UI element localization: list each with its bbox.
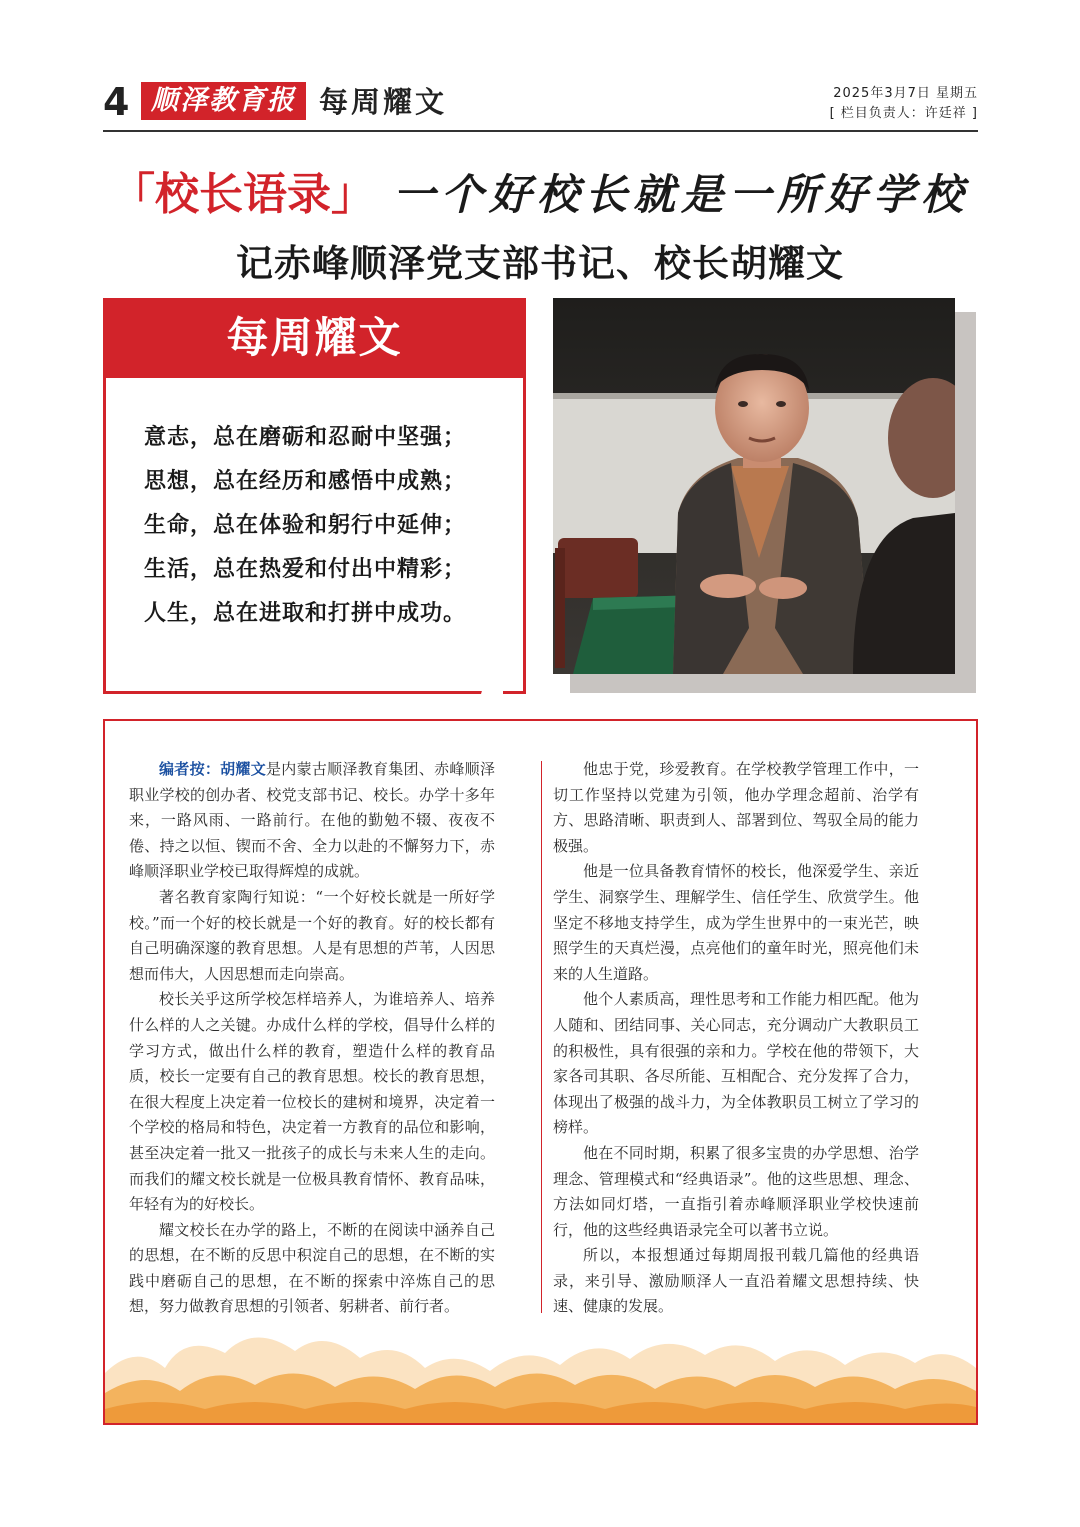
editor-note-label: 编者按： bbox=[159, 760, 221, 778]
quote-box bbox=[103, 298, 526, 694]
column-divider bbox=[541, 761, 542, 1313]
quote-line: 生活，总在热爱和付出中精彩； bbox=[144, 556, 467, 582]
portrait-photo bbox=[553, 298, 955, 674]
article-paragraph: 所以，本报想通过每期周报刊载几篇他的经典语录，来引导、激励顺泽人一直沿着耀文思想持续、快速、健康的发展。 bbox=[553, 1246, 919, 1316]
article-paragraph: 校长关乎这所学校怎样培养人，为谁培养人、培养什么样的人之关键。办成什么样的学校，倡导什么样的学习方式，做出什么样的教育，塑造什么样的教育品质，校长一定要有自己的教育思想。校长的教育思想，在很大程度上决定着一位校长的建树和境界，决定着一个学校的格局和特色，决定着一方教育的品位和影响，甚至决定着一批又一批孩子的成长与未来人生的走向。而我们的耀文校长就是一位极具教育情怀、教育品味，年轻有为的好校长。 bbox=[129, 990, 495, 1214]
headline-column-tag: 「校长语录」 bbox=[110, 169, 375, 220]
subheadline: 记赤峰顺泽党支部书记、校长胡耀文 bbox=[236, 242, 844, 285]
article-paragraph: 著名教育家陶行知说：“一个好校长就是一所好学校。”而一个好的校长就是一个好的教育。好的校长都有自己明确深邃的教育思想。人是有思想的芦苇，人因思想而伟大，人因思想而走向崇高。 bbox=[129, 887, 495, 983]
article-paragraph: 他在不同时期，积累了很多宝贵的办学思想、治学理念、管理模式和“经典语录”。他的这些思想、理念、方法如同灯塔，一直指引着赤峰顺泽职业学校快速前行，他的这些经典语录完全可以著书立说。 bbox=[553, 1143, 919, 1239]
quote-line: 生命，总在体验和躬行中延伸； bbox=[144, 512, 467, 538]
editor-note-name: 胡耀文 bbox=[220, 760, 266, 778]
headline-title: 一个好校长就是一所好学校 bbox=[392, 170, 969, 219]
quote-line: 意志，总在磨砺和忍耐中坚强； bbox=[144, 424, 467, 450]
article-paragraph bbox=[129, 757, 495, 885]
article-paragraph: 耀文校长在办学的路上，不断的在阅读中涵养自己的思想，在不断的反思中积淀自己的思想，在不断的实践中磨砺自己的思想，在不断的探索中淬炼自己的思想，努力做教育思想的引领者、躬耕者、前行者。 bbox=[129, 1220, 495, 1316]
headline bbox=[0, 158, 1080, 222]
article-paragraph: 他是一位具备教育情怀的校长，他深爱学生、亲近学生、洞察学生、理解学生、信任学生、欣赏学生。他坚定不移地支持学生，成为学生世界中的一束光芒，映照学生的天真烂漫，点亮他们的童年时光，照亮他们未来的人生道路。 bbox=[553, 862, 919, 983]
article-box bbox=[103, 719, 978, 1425]
auspicious-cloud-decoration bbox=[105, 1313, 976, 1423]
article-column-left bbox=[129, 757, 495, 1320]
quote-banner bbox=[103, 298, 526, 378]
masthead bbox=[103, 78, 978, 132]
speech-bubble-tail bbox=[481, 622, 503, 694]
section-name: 每周耀文 bbox=[319, 85, 448, 119]
quote-line: 人生，总在进取和打拼中成功。 bbox=[144, 600, 467, 626]
page-number: 4 bbox=[103, 80, 130, 124]
article-paragraph: 他个人素质高，理性思考和工作能力相匹配。他为人随和、团结同事、关心同志，充分调动广大教职员工的积极性，具有很强的亲和力。学校在他的带领下，大家各司其职、各尽所能、互相配合、充分发挥了合力，体现出了极强的战斗力，为全体教职员工树立了学习的榜样。 bbox=[553, 990, 919, 1137]
photo-illustration bbox=[553, 298, 955, 674]
article-column-right bbox=[553, 757, 919, 1320]
column-editor: [ 栏目负责人：许廷祥 ] bbox=[829, 106, 978, 121]
quote-lines bbox=[144, 415, 466, 635]
paper-name-logo: 顺泽教育报 bbox=[141, 82, 306, 120]
quote-banner-title: 每周耀文 bbox=[226, 313, 403, 362]
issue-date: 2025年3月7日 星期五 bbox=[833, 86, 978, 101]
article-paragraph-text: 是内蒙古顺泽教育集团、赤峰顺泽职业学校的创办者、校党支部书记、校长。办学十多年来，一路风雨、一路前行。在他的勤勉不辍、夜夜不倦、持之以恒、锲而不舍、全力以赴的不懈努力下，赤峰顺泽职业学校已取得辉煌的成就。 bbox=[129, 760, 495, 881]
quote-line: 思想，总在经历和感悟中成熟； bbox=[144, 468, 467, 494]
article-paragraph: 他忠于党，珍爱教育。在学校教学管理工作中，一切工作坚持以党建为引领，他办学理念超前、治学有方、思路清晰、职责到人、部署到位、驾驭全局的能力极强。 bbox=[553, 760, 919, 855]
